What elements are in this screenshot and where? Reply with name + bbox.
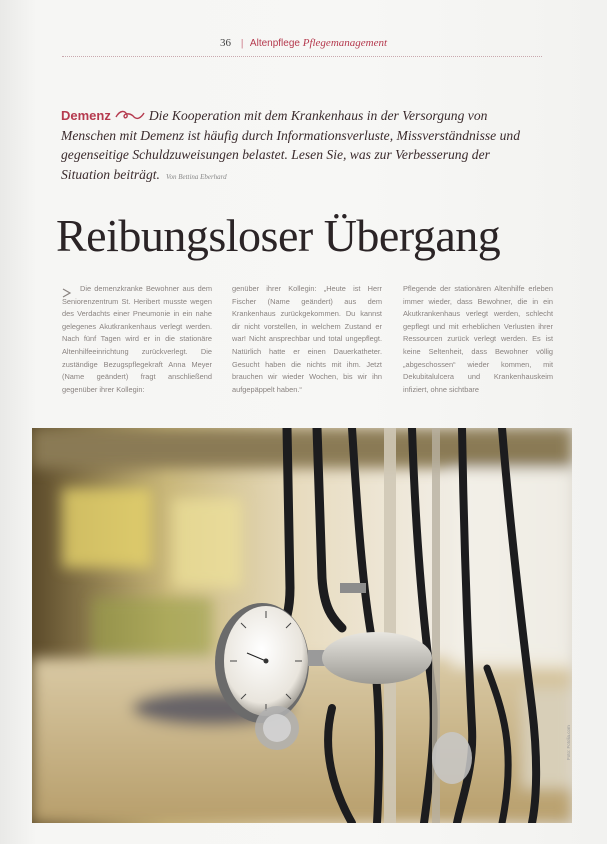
header-section: Pflegemanagement	[302, 37, 388, 49]
header-category: Altenpflege	[249, 38, 300, 49]
teaser-text: Die Kooperation mit dem Krankenhaus in der Versorgung von Menschen mit Demenz ist häufig durch Informationsverluste, Missverständnisse und gegenseitige Schuldzuweisungen belastet. Lesen Sie, was zur Verbesserung der Situation beiträgt.	[61, 108, 520, 182]
swirl-ornament-icon	[115, 109, 145, 121]
blood-pressure-photo	[32, 428, 572, 823]
article-column-3	[403, 283, 553, 396]
teaser-keyword: Demenz	[61, 108, 111, 123]
page-number: 36	[219, 37, 231, 49]
photo-credit: Foto: Fotolia.com	[566, 725, 571, 760]
stethoscope-photo-illustration	[32, 428, 572, 823]
article-column-2	[232, 283, 382, 396]
teaser-author: Von Bettina Eberhard	[165, 172, 227, 181]
teaser-lead	[61, 106, 531, 187]
article-column-1	[62, 283, 212, 396]
column-2-text: genüber ihrer Kollegin: „Heute ist Herr Fischer (Name geändert) aus dem Krankenhaus zurückgekommen. Du kannst dir nicht vorstellen, in welchem Zustand er war! Nicht ansprechbar und total ungepflegt. Natürlich hatte er einen Dauerkatheter. Gesucht haben die nichts mit ihm. Jetzt brauchen wir wieder Wochen, bis wir ihn aufgepäppelt haben.“	[232, 284, 382, 394]
column-1-text: Die demenzkranke Bewohner aus dem Seniorenzentrum St. Heribert musste wegen des Verdachts einer Pneumonie in ein nahe gelegenes Akutkrankenhaus verlegt werden. Nach fünf Tagen wird er in die stationäre Altenhilfeeinrichtung zurückverlegt. Die zuständige Bezugspflegekraft Anna Meyer (Name geändert) fragt anschließend gegenüber ihrer Kollegin:	[62, 284, 212, 394]
header-divider	[62, 56, 542, 57]
column-3-text: Pflegende der stationären Altenhilfe erleben immer wieder, dass Bewohner, die in ein Akutkrankenhaus verlegt werden, schlecht gepflegt und mit erheblichen Verlusten ihrer Ressourcen zurück verlegt werden. Es ist keine Seltenheit, dass Bewohner völlig „abgeschossen“ wieder kommen, mit Dekubitalulcera und Krankenhauskeim infiziert, ohne sichtbare	[403, 284, 553, 394]
article-title: Reibungsloser Übergang	[56, 210, 501, 261]
header-separator: |	[240, 37, 244, 49]
running-header	[0, 37, 607, 49]
